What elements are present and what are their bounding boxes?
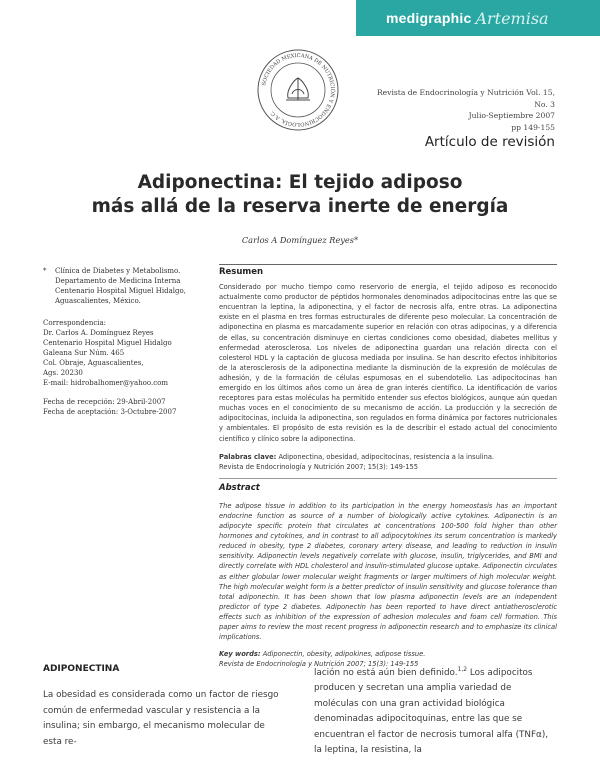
affiliation-mark: * [43,267,47,275]
journal-name: Revista de Endocrinología y Nutrición Vol. 15, No. 3 [376,88,555,109]
body-paragraph-left: La obesidad es considerada como un factor de riesgo común de enfermedad vascular y resistencia a la insulina; sin embargo, el mecanismo molecular de esta re- [43,690,279,747]
abstract-text: The adipose tissue in addition to its participation in the energy homeostasis has an important endocrine function as source of a number of biologically active cytokines. Adiponectin is an adipocyte specific protein that circulates at concentrations 100-500 fold higher than other hormones and cytokines, and in contrast to all adipocytokines its serum concentration is markedly reduced in obesity, type 2 diabetes, coronary artery disease, and leading to reduction in insulin sensitivity. Adiponectin levels negatively correlate with glucose, insulin, triglycerides, and BMI and directly correlate with HDL cholesterol and insulin-stimulated glucose uptake. Adiponectin circulates as either globular lower molecular weight fragments or larger multimers of high molecular weight. The high molecular weight form is a better predictor of insulin sensitivity and glucose tolerance than total adiponectin. It has been shown that low plasma adiponectin levels are an independent predictor of type 2 diabetes. Adiponectin has been reported to have direct antiatherosclerotic effects such as inhibition of the expression of adhesion molecules and foam cell formation. This paper aims to review the most recent progress in adiponectin research and to emphasize its clinical implications. [219,501,557,642]
correspondence-label: Correspondencia: [43,319,107,327]
article-title [40,171,560,219]
author-name: Carlos A Domínguez Reyes* [241,235,359,245]
title-line-1: Adiponectina: El tejido adiposo [137,172,463,193]
resumen-heading: Resumen [219,267,264,277]
abstract-heading: Abstract [219,482,260,493]
body-text-part-2: Los adipocitos producen y secretan una amplia variedad de moléculas con una gran actividad biológica denominadas adipocitoquinas, entre las que se encuentran el factor de necrosis tumoral alfa (TNFα), la leptina, la resistina, la [314,667,549,755]
author-info-column [43,266,193,417]
abstract-keywords-text: Adiponectin, obesity, adipokines, adipose tissue. [262,650,426,659]
affiliation [43,266,193,306]
abstract-divider [219,478,557,479]
top-divider [219,264,557,265]
publisher-script-logo: Artemisa [475,8,549,28]
society-seal-logo [256,48,340,132]
received-date: Fecha de recepción: 29-Abril-2007 [43,398,166,406]
publisher-name: medigraphic [386,10,472,26]
resumen-citation: Revista de Endocrinología y Nutrición 2007; 15(3): 149-155 [219,462,419,471]
resumen-text: Considerado por mucho tiempo como reservorio de energía, el tejido adiposo es reconocido actualmente como productor de péptidos hormonales denominados adipocitocinas entre las que se encuentran la leptina, la adiponectina, y el factor de necrosis alfa, entre otras. La adiponectina existe en el plasma en tres formas estructurales de diferente peso molecular. La concentración de adiponectina en plasma es marcadamente superior en relación con otras adipocinas, y a diferencia de ellas, su concentración disminuye en ciertas condiciones como obesidad, diabetes mellitus y enfermedad aterosclerosa. Los niveles de adiponectina guardan una relación directa con el colesterol HDL y la captación de glucosa mediada por insulina. Se han descrito efectos inhibitorios de la aterosclerosis de la adiponectina mediante la disminución de la expresión de moléculas de adhesión, y de la formación de células espumosas en el subendotelio. Las adipocitocinas han emergido en los últimos años como un área de gran interés científico. La identificación de varios receptores para estas moléculas ha permitido entender sus efectos biológicos, aunque aún quedan muchas voces en el conocimiento de su mecanismo de acción. La producción y la secreción de adipocitocinas, incluida la adiponectina, son regulados en forma dinámica por factores nutricionales y ambientales. El propósito de esta revisión es la de describir el estado actual del conocimiento científico y clínico sobre la adiponectina. [219,283,557,443]
seal-text: SOCIEDAD MEXICANA DE NUTRICIÓN Y ENDOCRINOLOGÍA, A.C. [261,52,336,128]
resumen-keywords-text: Adiponectina, obesidad, adipocitocinas, resistencia a la insulina. [278,452,495,461]
affiliation-text: Clínica de Diabetes y Metabolismo. Departamento de Medicina Interna Centenario Hospital Miguel Hidalgo, Aguascalientes, México. [55,267,186,305]
body-column-right [314,662,557,758]
correspondence-hospital: Centenario Hospital Miguel Hidalgo [43,339,172,347]
body-paragraph-right [314,662,557,758]
abstract-keywords [219,649,557,659]
email-label: E-mail: [43,379,69,387]
correspondence-colony: Col. Obraje, Aguascalientes, [43,359,144,367]
correspondence-email [43,378,193,388]
correspondence-zip: Ags. 20230 [43,369,83,377]
abstract-column [219,264,557,669]
resumen-keywords-label: Palabras clave: [219,452,277,461]
publisher-banner [356,0,600,36]
correspondence-name: Dr. Carlos A. Domínguez Reyes [43,329,154,337]
section-heading: ADIPONECTINA [43,664,120,674]
journal-citation [369,87,555,133]
body-column-left [43,662,286,750]
correspondence-street: Galeana Sur Núm. 465 [43,349,125,357]
article-type: Artículo de revisión [424,134,555,150]
abstract-keywords-label: Key words: [219,650,261,659]
citation-superscript[interactable]: 1,2 [457,666,468,673]
journal-pages: pp 149-155 [511,122,555,132]
resumen-keywords [219,452,557,462]
body-text-part-1: lación no está aún bien definido. [314,667,458,678]
journal-period: Julio-Septiembre 2007 [468,111,555,120]
abstract-citation: Revista de Endocrinología y Nutrición 2007; 15(3): 149-155 [219,660,419,669]
title-line-2: más allá de la reserva inerte de energía [91,196,509,217]
accepted-date: Fecha de aceptación: 3-Octubre-2007 [43,408,177,416]
email-address[interactable]: hidrobalhomer@yahoo.com [70,379,168,387]
